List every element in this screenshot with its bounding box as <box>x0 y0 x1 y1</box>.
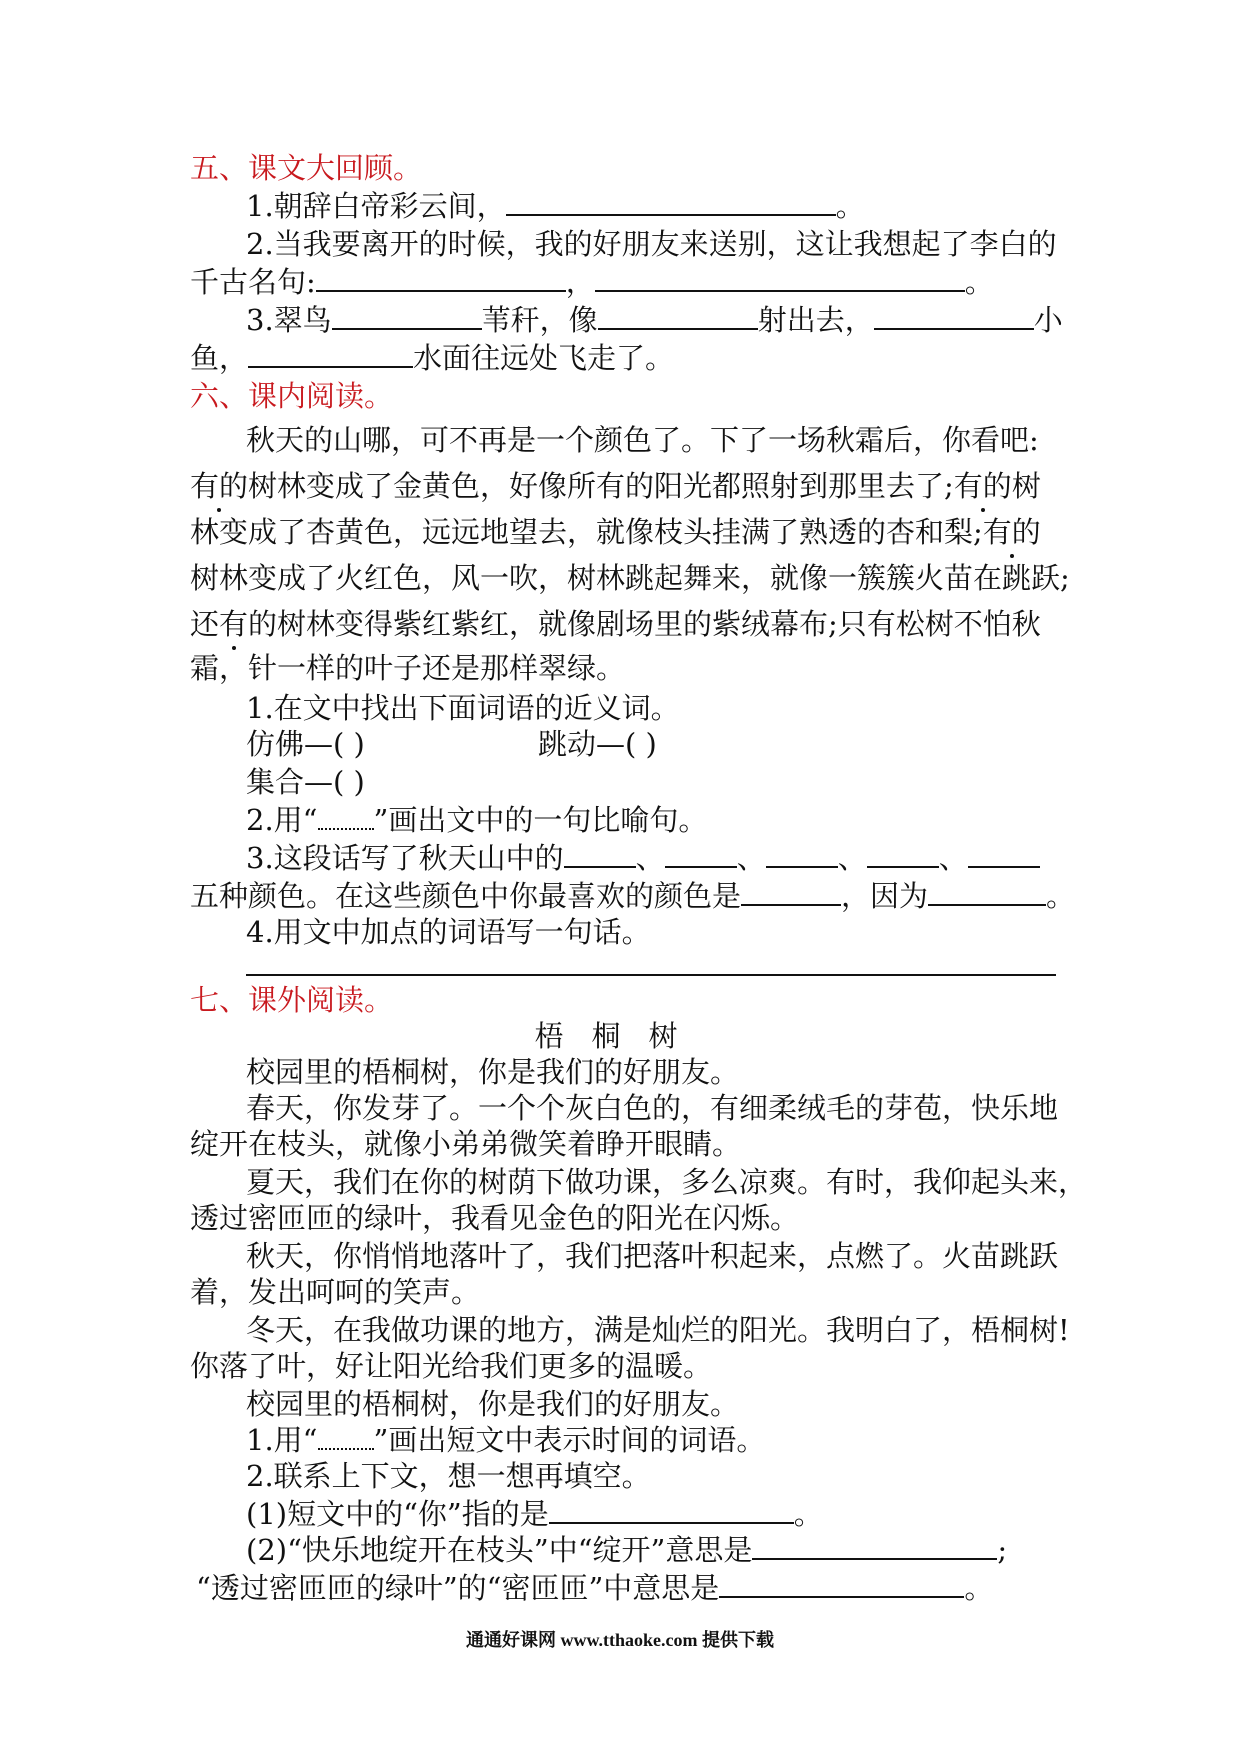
q2-end: 。 <box>964 265 994 299</box>
synonym-item-3[interactable]: 集合—( ) <box>246 765 365 799</box>
section-7-q2-3 <box>196 1570 993 1606</box>
section-6-q3-line1 <box>246 840 1040 876</box>
section-7-q1 <box>246 1422 765 1458</box>
q2-text-a: 2.用“ <box>246 803 318 837</box>
article-p5-line1: 冬天，在我做功课的地方，满是灿烂的阳光。我明白了，梧桐树! <box>246 1313 1070 1347</box>
q1-end: 。 <box>835 189 865 223</box>
sep: 、 <box>635 841 665 875</box>
dotted-word-1: 有的 <box>190 469 249 503</box>
dotted-word-3: 有的 <box>982 515 1041 549</box>
synonym-item-2[interactable]: 跳动—( ) <box>538 727 657 761</box>
q1-text: 1.朝辞白帝彩云间， <box>246 189 506 223</box>
section-6-q4: 4.用文中加点的词语写一句话。 <box>246 915 651 949</box>
section-5-q2-line1: 2.当我要离开的时候，我的好朋友来送别，这让我想起了李白的 <box>246 227 1057 261</box>
q2-1-end: 。 <box>793 1497 823 1531</box>
passage-line-5 <box>190 606 1041 642</box>
q3-text-d: 小 <box>1033 303 1063 337</box>
q2-1-blank[interactable] <box>549 1496 794 1524</box>
q3-text-f: 水面往远处飞走了。 <box>413 341 675 375</box>
article-p2-line2: 绽开在枝头，就像小弟弟微笑着睁开眼睛。 <box>190 1127 742 1161</box>
passage-line-6: 霜，针一样的叶子还是那样翠绿。 <box>190 651 626 685</box>
dotted-word-4: 还有的 <box>190 607 278 641</box>
section-5-q3-line1 <box>246 302 1063 338</box>
article-p4-line2: 着，发出呵呵的笑声。 <box>190 1275 481 1309</box>
q3-blank-3[interactable] <box>874 302 1034 330</box>
q2-2-text: (2)“快乐地绽开在枝头”中“绽开”意思是 <box>246 1533 753 1567</box>
q1-answer-blank[interactable] <box>506 188 836 216</box>
q2-answer-blank-2[interactable] <box>595 264 965 292</box>
footer-credit: 通通好课网 www.tthaoke.com 提供下载 <box>466 1630 774 1650</box>
q2-prefix: 千古名句: <box>190 265 316 299</box>
section-5-q1 <box>246 188 865 224</box>
color-blank-3[interactable] <box>766 840 838 868</box>
sentence-answer-line[interactable] <box>246 974 1056 976</box>
passage-line-2 <box>190 468 1041 504</box>
q2-3-text: “透过密匝匝的绿叶”的“密匝匝”中意思是 <box>196 1571 720 1605</box>
q3-text-d: 。 <box>1046 879 1076 913</box>
q3-text-b: 五种颜色。在这些颜色中你最喜欢的颜色是 <box>190 879 742 913</box>
q2-2-blank[interactable] <box>752 1532 997 1560</box>
color-blank-5[interactable] <box>968 840 1040 868</box>
section-7-q2: 2.联系上下文，想一想再填空。 <box>246 1459 651 1493</box>
q2-answer-blank-1[interactable] <box>316 264 566 292</box>
q3-text-c: 射出去， <box>757 303 874 337</box>
section-6-q2 <box>246 802 707 838</box>
article-p5-line2: 你落了叶，好让阳光给我们更多的温暖。 <box>190 1349 713 1383</box>
article-p3-line1: 夏天，我们在你的树荫下做功课，多么凉爽。有时，我仰起头来， <box>246 1165 1088 1199</box>
passage-line-4: 树林变成了火红色，风一吹，树林跳起舞来，就像一簇簇火苗在跳跃; <box>190 561 1070 595</box>
article-p2-line1: 春天，你发芽了。一个个灰白色的，有细柔绒毛的芽苞，快乐地 <box>246 1091 1059 1125</box>
article-title: 梧桐树 <box>534 1019 706 1053</box>
passage-text: 树 <box>1011 469 1041 503</box>
q2-3-end: 。 <box>964 1571 994 1605</box>
q3-text-b: 苇秆，像 <box>481 303 598 337</box>
passage-line-3 <box>190 514 1041 550</box>
section-6-heading: 六、课内阅读。 <box>190 379 394 413</box>
sep: 、 <box>837 841 867 875</box>
passage-text: 林变成了杏黄色，远远地望去，就像枝头挂满了熟透的杏和梨; <box>190 515 983 549</box>
q3-blank-1[interactable] <box>332 302 482 330</box>
sep: 、 <box>736 841 766 875</box>
q3-text-e: 鱼， <box>190 341 249 375</box>
wavy-underline-icon <box>318 808 374 830</box>
article-p6: 校园里的梧桐树，你是我们的好朋友。 <box>246 1387 740 1421</box>
synonym-item-1[interactable]: 仿佛—( ) <box>246 727 365 761</box>
section-7-heading: 七、课外阅读。 <box>190 983 394 1017</box>
q2-2-end: ; <box>997 1533 1008 1567</box>
q3-text-a: 3.翠鸟 <box>246 303 332 337</box>
sep: 、 <box>938 841 968 875</box>
passage-line-1: 秋天的山哪，可不再是一个颜色了。下了一场秋霜后，你看吧: <box>246 423 1039 457</box>
color-blank-4[interactable] <box>867 840 939 868</box>
q1-text-b: ”画出短文中表示时间的词语。 <box>373 1423 766 1457</box>
section-5-heading: 五、课文大回顾。 <box>190 151 423 185</box>
q3-blank-4[interactable] <box>248 340 413 368</box>
passage-text: 树林变成了金黄色，好像所有的阳光都照射到那里去了; <box>248 469 954 503</box>
section-6-q1: 1.在文中找出下面词语的近义词。 <box>246 691 680 725</box>
section-6-q3-line2 <box>190 878 1075 914</box>
reason-blank[interactable] <box>928 878 1046 906</box>
passage-text: 树林变得紫红紫红，就像剧场里的紫绒幕布;只有松树不怕秋 <box>277 607 1041 641</box>
article-p3-line2: 透过密匝匝的绿叶，我看见金色的阳光在闪烁。 <box>190 1201 800 1235</box>
section-5-q2-line2 <box>190 264 994 300</box>
section-7-q2-1 <box>246 1496 823 1532</box>
dotted-word-2: 有的 <box>953 469 1012 503</box>
favorite-color-blank[interactable] <box>741 878 841 906</box>
q2-text-b: ”画出文中的一句比喻句。 <box>373 803 708 837</box>
section-7-q2-2 <box>246 1532 1007 1568</box>
q2-comma: ， <box>565 265 595 299</box>
article-p4-line1: 秋天，你悄悄地落叶了，我们把落叶积起来，点燃了。火苗跳跃 <box>246 1239 1059 1273</box>
color-blank-1[interactable] <box>564 840 636 868</box>
q3-text: 3.这段话写了秋天山中的 <box>246 841 564 875</box>
wavy-underline-icon <box>318 1428 374 1450</box>
q3-text-c: ，因为 <box>841 879 929 913</box>
section-5-q3-line2 <box>190 340 674 376</box>
q1-text-a: 1.用“ <box>246 1423 318 1457</box>
q3-blank-2[interactable] <box>598 302 758 330</box>
q2-3-blank[interactable] <box>719 1570 964 1598</box>
q2-1-text: (1)短文中的“你”指的是 <box>246 1497 549 1531</box>
color-blank-2[interactable] <box>665 840 737 868</box>
article-p1: 校园里的梧桐树，你是我们的好朋友。 <box>246 1055 740 1089</box>
